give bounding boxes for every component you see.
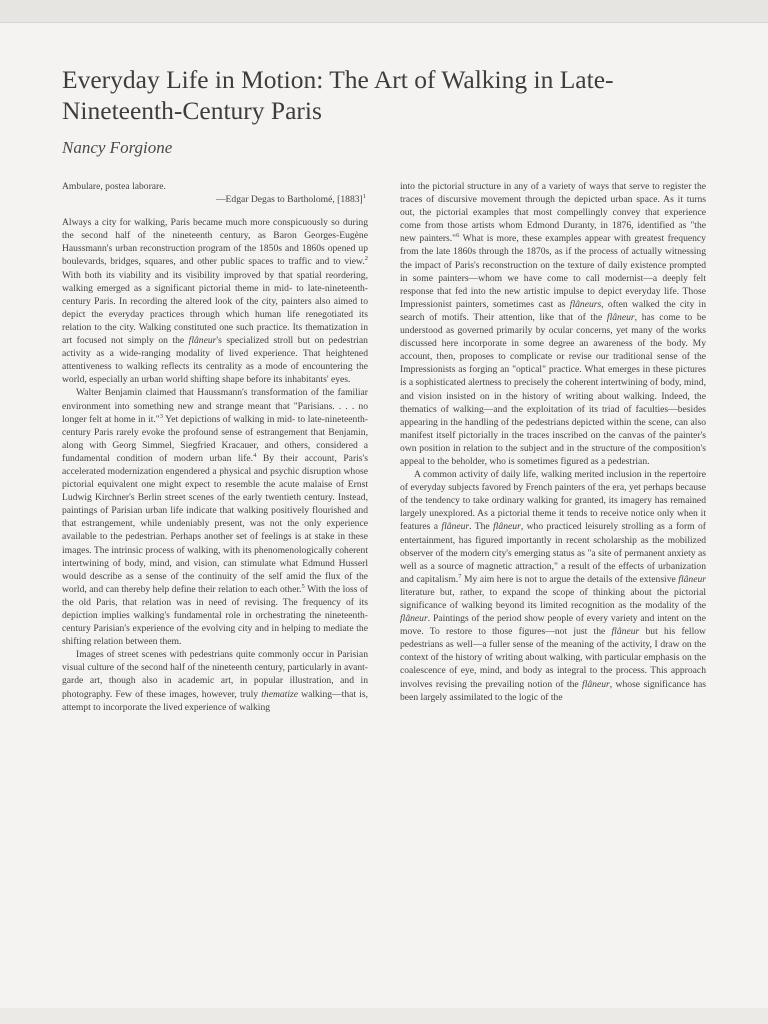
right-column bbox=[400, 180, 706, 704]
left-column bbox=[62, 180, 368, 714]
italic-term: flâneur bbox=[582, 678, 610, 690]
text-run: With both its viability and its visibility improved by that spatial reordering, walking emerged as a significant pictorial theme in mid- to late-nineteenth-century Paris. In recording the altered look of the city, painters also aimed to depict the everyday practices through which human life renegotiated its relation to the city. Walking constituted one such practice. Its thematization in art focused not simply on the bbox=[62, 269, 368, 347]
text-run: literature but, rather, to expand the scope of thinking about the pictorial significance of walking beyond its limited recognition as the modality of the bbox=[400, 586, 706, 611]
scan-top-edge bbox=[0, 0, 768, 23]
text-run: What is more, these examples appear with greatest frequency from the late 1860s through the 1870s, as if the process of actually witnessing the impact of Paris's reconstruction on the texture of daily existence prompted in some painters—whom we have come to call modernist—a deeply felt response that fed into the new artistic impulse to depict everyday life. Those Impressionist painters, sometimes cast as bbox=[400, 233, 706, 310]
italic-term: flâneurs bbox=[569, 298, 602, 310]
epigraph-attribution-text: —Edgar Degas to Bartholomé, [1883] bbox=[215, 194, 363, 206]
text-run: By their account, Paris's accelerated modernization engendered a physical and psychic disruption whose pictorial equivalent one might expect to resemble the acute malaise of Ernst Ludwig Kirchner's Berlin street scenes of the early twentieth century. Instead, paintings of Parisian urban life indicate that walking positively flourished and that estrangement, while undeniably present, was not the only experience available to the pedestrian. Perhaps another set of feelings is at stake in these images. The intrinsic process of walking, with its phenomenologically coherent intertwining of body, mind, and vision, can stimulate what Edmund Husserl would describe as a sense of the continuity of the self amid the flux of the world, and can thereby help define their relation to each other. bbox=[62, 452, 368, 595]
article-author: Nancy Forgione bbox=[62, 138, 173, 157]
paragraph-2 bbox=[62, 386, 368, 648]
paragraph-5 bbox=[400, 468, 706, 704]
italic-term: flâneur bbox=[441, 521, 470, 533]
text-run: Always a city for walking, Paris became much more conspicuously so during the second half of the nineteenth century, as Baron Georges-Eugène Haussmann's urban reconstruction program of the 1850s and 1860s opened up boulevards, bridges, squares, and other public spaces to traffic and to view. bbox=[62, 217, 368, 268]
text-run: 's specialized stroll but on pedestrian activity as a wide-ranging modality of lived experience. That heightened attentiveness to walking reflects its centrality as a mode of encountering the world, especially an urban world shifting shape before its inhabitants' eyes. bbox=[62, 335, 368, 386]
footnote-ref[interactable]: 3 bbox=[159, 412, 163, 420]
italic-term: flâneur bbox=[188, 335, 217, 347]
text-run: walking—that is, attempt to incorporate the lived experience of walking bbox=[62, 688, 368, 713]
text-run: Images of street scenes with pedestrians quite commonly occur in Parisian visual culture of the second half of the nineteenth century, particularly in avant-garde art, though also in academic art, in popular illustration, and in photography. Few of these images, however, truly bbox=[62, 649, 368, 700]
paragraph-1 bbox=[62, 216, 368, 386]
italic-term: thematize bbox=[261, 688, 299, 700]
text-run: , has come to be understood as governed primarily by ocular concerns, yet many of the works discussed here incorporate in some degree an awareness of the body. My account, then, proposes to complicate or revise our traditional sense of the Impressionists as forging an "optical" practice. What emerges in these pictures is a sophisticated alertness to precisely the coherent intertwining of body, mind, and vision insisted on in the history of writing about walking. Indeed, the thematics of walking—and the exploitation of its triad of faculties—besides appearing in the handling of the pedestrians depicted within the scene, can also manifest itself pictorially in the traces inscribed on the canvas of the painter's own position in relation to the subject and in the structure of the composition's appeal to the beholder, who is sometimes figured as a pedestrian. bbox=[400, 311, 706, 467]
paragraph-3 bbox=[62, 648, 368, 713]
text-run: Walter Benjamin claimed that Haussmann's transformation of the familiar environment into something new and strange meant that "Parisians. . . . no longer felt at home in it." bbox=[62, 387, 368, 425]
italic-term: flâneur bbox=[606, 311, 635, 323]
text-run: into the pictorial structure in any of a variety of ways that serve to register the traces of discursive movement through the depicted urban space. As it turns out, the pictorial examples that most compellingly convey that experience come from those artists whom Edmond Duranty, in 1876, identified as "the new painters." bbox=[400, 181, 706, 245]
paragraph-4 bbox=[400, 180, 706, 468]
italic-term: flâneur bbox=[611, 626, 640, 638]
epigraph-attribution bbox=[62, 193, 368, 206]
text-run: Yet depictions of walking in mid- to late-nineteenth-century Paris rarely evoke the profound sense of estrangement that Benjamin, along with Georg Simmel, Siegfried Kracauer, and others, considered a fundamental condition of modern urban life. bbox=[62, 413, 368, 464]
scan-bottom-edge bbox=[0, 1008, 768, 1024]
text-run: My aim here is not to argue the details of the extensive bbox=[461, 573, 679, 585]
footnote-ref[interactable]: 2 bbox=[364, 255, 368, 263]
italic-term: flâneur bbox=[493, 521, 521, 533]
text-run: . Paintings of the period show people of every variety and intent on the move. To restore to those figures—not just the bbox=[400, 613, 706, 638]
text-run: With the loss of the old Paris, that relation was in need of revising. The frequency of its depiction implies walking's fundamental role in orchestrating the nineteenth-century Parisian's experience of the evolving city and in helping to mediate the shifting relation between them. bbox=[62, 583, 368, 648]
text-run: , often walked the city in search of motifs. Their attention, like that of the bbox=[400, 298, 706, 323]
italic-term: flâneur bbox=[678, 573, 707, 585]
text-run: A common activity of daily life, walking merited inclusion in the repertoire of everyday subjects favored by French painters of the era, yet perhaps because of the tendency to take ordinary walking for granted, its imagery has remained largely unexplored. As a pictorial theme it tends to receive notice only when it features a bbox=[400, 469, 706, 533]
text-run: . The bbox=[469, 521, 494, 533]
text-run: but his fellow pedestrians as well—a fuller sense of the meaning of the activity, I draw on the context of the history of writing about walking, with particular emphasis on the coalescence of eye, mind, and body as integral to the process. This approach involves revising the prevailing notion of the bbox=[400, 626, 706, 690]
footnote-ref[interactable]: 4 bbox=[253, 451, 257, 459]
italic-term: flâneur bbox=[400, 613, 428, 625]
footnote-ref[interactable]: 5 bbox=[301, 582, 305, 590]
text-run: , who practiced leisurely strolling as a form of entertainment, has figured importantly in recent scholarship as the mobilized observer of the modern city's emerging status as "a site of permanent anxiety as well as a source of magnetic attraction," a result of the effects of urbanization and capitalism. bbox=[400, 521, 706, 585]
article-title: Everyday Life in Motion: The Art of Walking in Late-Nineteenth-Century Paris bbox=[62, 65, 614, 125]
epigraph bbox=[62, 180, 368, 206]
footnote-ref[interactable]: 1 bbox=[362, 192, 366, 200]
epigraph-text: Ambulare, postea laborare. bbox=[62, 181, 166, 192]
text-run: , whose significance has been largely assimilated to the logic of the bbox=[400, 678, 706, 703]
footnote-ref[interactable]: 7 bbox=[458, 572, 462, 580]
footnote-ref[interactable]: 6 bbox=[456, 232, 460, 240]
